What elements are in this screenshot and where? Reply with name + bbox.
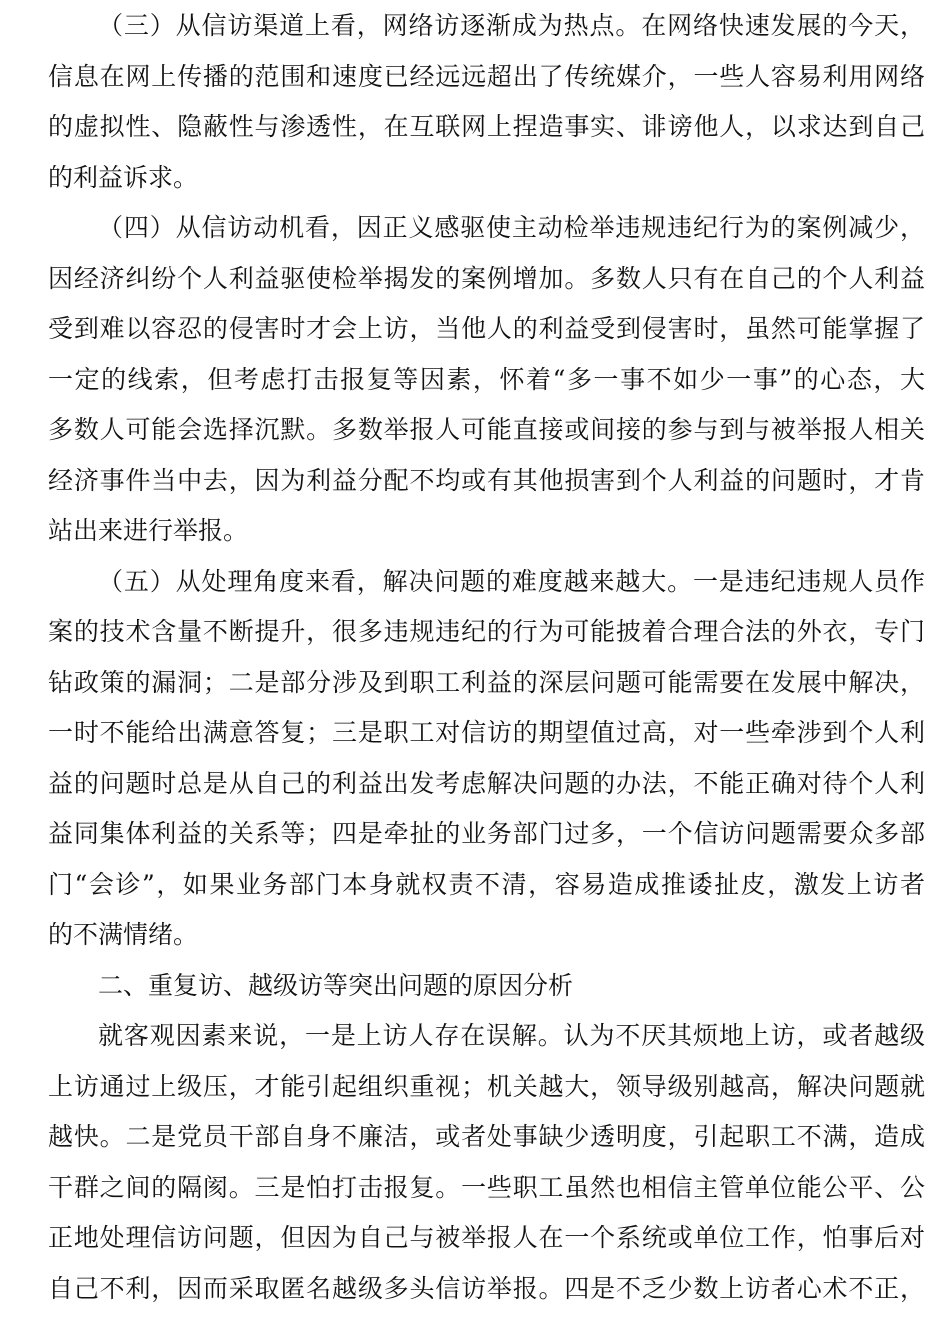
- text-line-1: （三）从信访渠道上看，网络访逐渐成为热点。在网络快速发展的今天，: [98, 11, 925, 40]
- text-line-15: 一时不能给出满意答复；三是职工对信访的期望值过高，对一些牵涉到个人利: [48, 718, 925, 747]
- text-line-16: 益的问题时总是从自己的利益出发考虑解决问题的办法，不能正确对待个人利: [48, 768, 925, 798]
- text-line-6: 因经济纠纷个人利益驱使检举揭发的案例增加。多数人只有在自己的个人利益: [48, 263, 925, 293]
- text-line-14: 钻政策的漏洞；二是部分涉及到职工利益的深层问题可能需要在发展中解决，: [48, 667, 925, 697]
- text-line-8: 一定的线索，但考虑打击报复等因素，怀着“多一事不如少一事”的心态，大: [48, 364, 925, 394]
- text-line-7: 受到难以容忍的侵害时才会上访，当他人的利益受到侵害时，虽然可能掌握了: [48, 314, 925, 343]
- text-line-13: 案的技术含量不断提升，很多违规违纪的行为可能披着合理合法的外衣，专门: [48, 617, 925, 646]
- text-line-12: （五）从处理角度来看，解决问题的难度越来越大。一是违纪违规人员作: [98, 566, 925, 596]
- text-line-3: 的虚拟性、隐蔽性与渗透性，在互联网上捏造事实、诽谤他人，以求达到自己: [48, 112, 925, 141]
- text-line-22: 上访通过上级压，才能引起组织重视；机关越大，领导级别越高，解决问题就: [48, 1071, 925, 1101]
- text-line-19: 的不满情绪。: [48, 920, 199, 949]
- text-line-11: 站出来进行举报。: [48, 516, 249, 545]
- text-line-10: 经济事件当中去，因为利益分配不均或有其他损害到个人利益的问题时，才肯: [48, 465, 925, 495]
- text-line-25: 正地处理信访问题，但因为自己与被举报人在一个系统或单位工作，怕事后对: [48, 1223, 925, 1252]
- text-line-5: （四）从信访动机看，因正义感驱使主动检举违规违纪行为的案例减少，: [98, 213, 925, 242]
- text-line-17: 益同集体利益的关系等；四是牵扯的业务部门过多，一个信访问题需要众多部: [48, 819, 925, 848]
- text-line-24: 干群之间的隔阂。三是怕打击报复。一些职工虽然也相信主管单位能公平、公: [48, 1172, 925, 1202]
- text-line-18: 门“会诊”，如果业务部门本身就权责不清，容易造成推诿扯皮，激发上访者: [48, 869, 925, 899]
- text-line-26: 自己不利，因而采取匿名越级多头信访举报。四是不乏少数上访者心术不正，: [48, 1273, 925, 1303]
- text-line-23: 越快。二是党员干部自身不廉洁，或者处事缺少透明度，引起职工不满，造成: [48, 1122, 925, 1151]
- document-page: [48, 0, 925, 1314]
- text-line-2: 信息在网上传播的范围和速度已经远远超出了传统媒介，一些人容易利用网络: [48, 61, 925, 91]
- text-line-9: 多数人可能会选择沉默。多数举报人可能直接或间接的参与到与被举报人相关: [48, 415, 925, 444]
- text-line-4: 的利益诉求。: [48, 162, 199, 192]
- section-heading: 二、重复访、越级访等突出问题的原因分析: [98, 970, 574, 1000]
- text-line-21: 就客观因素来说，一是上访人存在误解。认为不厌其烦地上访，或者越级: [98, 1021, 925, 1050]
